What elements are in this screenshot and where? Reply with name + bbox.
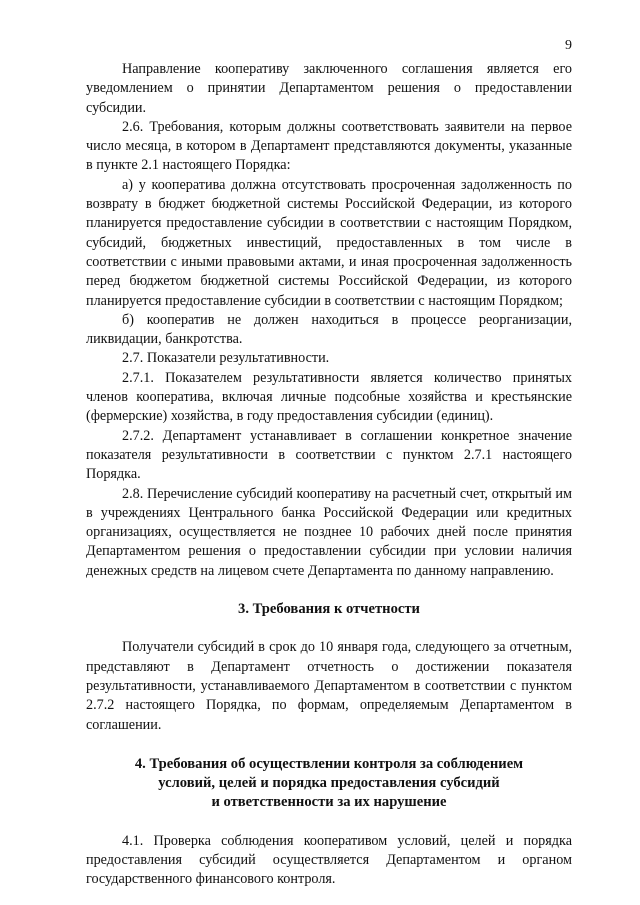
document-body: [86, 60, 572, 890]
section-4-heading-line-2: условий, целей и порядка предоставления субсидий: [158, 775, 500, 792]
paragraph-2-6-a: а) у кооператива должна отсутствовать просроченная задолженность по возврату в бюджет бюджетной системы Российской Федерации, из которого планируется предоставление субсидии в соответствии с настоящим Порядком, субсидий, бюджетных инвестиций, предоставленных в том числе в соответствии с иными правовыми актами, и иная просроченная задолженность перед бюджетом бюджетной системы Российской Федерации, из которого планируется предоставление субсидии в соответствии с настоящим Порядком;: [86, 176, 572, 309]
paragraph-section-3: Получатели субсидий в срок до 10 января года, следующего за отчетным, представляют в Департамент отчетность о достижении показателя результативности, устанавливаемого Департаментом в соответствии с пунктом 2.7.2 настоящего Порядка, по формам, определяемым Департаментом в соглашении.: [86, 639, 572, 733]
paragraph-2-6-b: б) кооператив не должен находиться в процессе реорганизации, ликвидации, банкротства.: [86, 311, 572, 348]
paragraph-agreement-notice: Направление кооперативу заключенного соглашения является его уведомлением о принятии Департаментом решения о предоставлении субсидии.: [86, 61, 572, 116]
section-3-heading: 3. Требования к отчетности: [238, 601, 420, 618]
paragraph-2-7-1: 2.7.1. Показателем результативности является количество принятых членов кооператива, включая личные подсобные хозяйства и крестьянские (фермерские) хозяйства, в году предоставления субсидии (единиц).: [86, 369, 572, 425]
page-number: 9: [565, 38, 572, 53]
paragraph-2-8: 2.8. Перечисление субсидий кооперативу на расчетный счет, открытый им в учреждениях Центрального банка Российской Федерации или кредитных организациях, осуществляется не позднее 10 рабочих дней после принятия Департаментом решения о предоставлении субсидии при условии наличия денежных средств на лицевом счете Департамента по данному направлению.: [86, 485, 572, 579]
section-4-heading-line-3: и ответственности за их нарушение: [211, 794, 447, 811]
paragraph-2-7-2: 2.7.2. Департамент устанавливает в соглашении конкретное значение показателя результативности в соответствии с пунктом 2.7.1 настоящего Порядка.: [86, 427, 572, 483]
paragraph-4-1: 4.1. Проверка соблюдения кооперативом условий, целей и порядка предоставления субсидий осуществляется Департаментом и органом государственного финансового контроля.: [86, 832, 572, 888]
paragraph-2-7: 2.7. Показатели результативности.: [122, 350, 330, 367]
section-4-heading: [86, 755, 572, 813]
paragraph-2-6: 2.6. Требования, которым должны соответствовать заявители на первое число месяца, в котором в Департамент представляются документы, указанные в пункте 2.1 настоящего Порядка:: [86, 118, 572, 174]
section-4-heading-line-1: 4. Требования об осуществлении контроля за соблюдением: [134, 755, 524, 772]
